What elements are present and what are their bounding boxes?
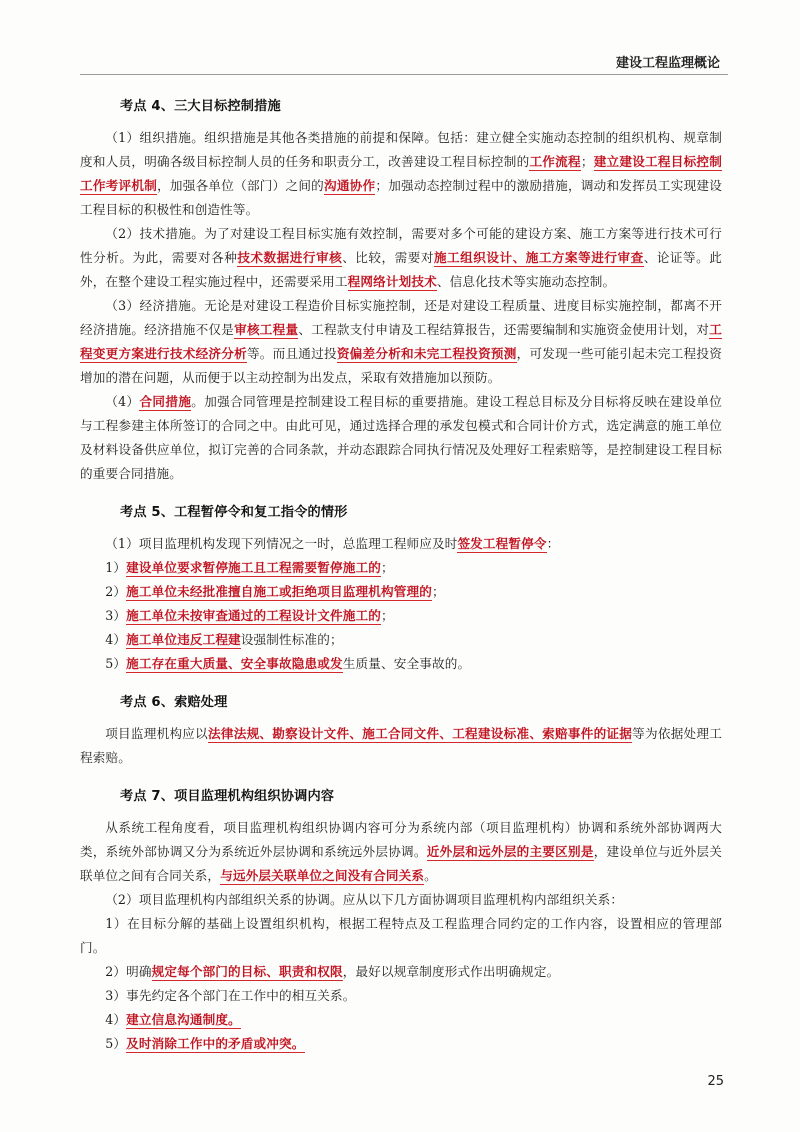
paragraph: 项目监理机构应以法律法规、勘察设计文件、施工合同文件、工程建设标准、索赔事件的证据等为依据处理工程索赔。 [80,726,722,765]
list-item: 1）在目标分解的基础上设置组织机构，根据工程特点及工程监理合同约定的工作内容，设置相应的管理部门。 [80,916,722,955]
highlight: 程网络计划技术 [347,274,437,289]
highlight: 签发工程暂停令 [457,536,547,551]
section-title: 考点 5、工程暂停令和复工指令的情形 [120,505,348,520]
section-title: 考点 7、项目监理机构组织协调内容 [120,789,335,804]
highlight: 施工单位未按审查通过的工程设计文件施工的 [126,608,381,623]
list-item: 4）建立信息沟通制度。 [105,1012,241,1027]
highlight: 工程变更方案进行技术经济分析 [80,322,723,361]
highlight: 近外层和远外层的主要区别是 [426,844,594,859]
page-body [80,94,722,1070]
header-rule [80,74,728,75]
list-item: 1）建设单位要求暂停施工且工程需要暂停施工的； [105,560,394,575]
paragraph: （3）经济措施。无论是对建设工程造价目标实施控制，还是对建设工程质量、进度目标实施控制，都离不开经济措施。经济措施不仅是审核工程量、工程款支付申请及工程结算报告，还需要编制和实施资金使用计划，对工程变更方案进行技术经济分析等。而且通过投资偏差分析和未完工程投资预测，可发现一些可能引起未完工程投资增加的潜在问题，从而便于以主动控制为出发点，采取有效措施加以预防。 [80,298,723,385]
running-header: 建设工程监理概论 [615,56,720,71]
list-item: 4）施工单位违反工程建设强制性标准的； [105,632,343,647]
section-kaodian-5 [80,500,722,676]
highlight: 工作流程 [529,154,581,169]
highlight: 施工单位违反工程建 [126,632,241,647]
list-item: 3）事先约定各个部门在工作中的相互关系。 [105,988,356,1003]
list-item: 2）明确规定每个部门的目标、职责和权限，最好以规章制度形式作出明确规定。 [105,964,560,979]
paragraph: 从系统工程角度看，项目监理机构组织协调内容可分为系统内部（项目监理机构）协调和系统外部协调两大类，系统外部协调又分为系统近外层协调和系统远外层协调。近外层和远外层的主要区别是，建设单位与近外层关联单位之间有合同关系，与远外层关联单位之间没有合同关系。 [80,820,723,883]
list-item: 2）施工单位未经批准擅自施工或拒绝项目监理机构管理的； [105,584,445,599]
highlight: 技术数据进行审核 [237,250,343,265]
highlight: 与远外层关联单位之间没有合同关系 [220,868,425,883]
section-kaodian-6 [80,690,722,770]
list-item: （1）项目监理机构发现下列情况之一时，总监理工程师应及时签发工程暂停令： [105,536,560,551]
section-title: 考点 4、三大目标控制措施 [120,99,281,114]
list-item: （2）项目监理机构内部组织关系的协调。应从以下几方面协调项目监理机构内部组织关系： [105,892,624,907]
highlight: 规定每个部门的目标、职责和权限 [151,964,343,979]
paragraph: （1）组织措施。组织措施是其他各类措施的前提和保障。包括：建立健全实施动态控制的组织机构、规章制度和人员，明确各级目标控制人员的任务和职责分工，改善建设工程目标控制的工作流程；建立建设工程目标控制工作考评机制，加强各单位（部门）之间的沟通协作；加强动态控制过程中的激励措施，调动和发挥员工实现建设工程目标的积极性和创造性等。 [80,130,723,217]
highlight: 及时消除工作中的矛盾或冲突。 [126,1036,305,1051]
list-item: 5）施工存在重大质量、安全事故隐患或发生质量、安全事故的。 [105,656,471,671]
highlight: 建立建设工程目标控制工作考评机制 [80,154,723,193]
highlight: 建设单位要求暂停施工且工程需要暂停施工的 [126,560,381,575]
highlight: 合同措施 [139,394,192,409]
highlight: 建立信息沟通制度。 [126,1012,241,1027]
highlight: 施工存在重大质量、安全事故隐患或发 [126,656,343,671]
highlight: 资偏差分析和未完工程投资预测 [336,346,517,361]
highlight: 施工单位未经批准擅自施工或拒绝项目监理机构管理的 [126,584,432,599]
paragraph: （2）技术措施。为了对建设工程目标实施有效控制，需要对多个可能的建设方案、施工方案等进行技术可行性分析。为此，需要对各种技术数据进行审核、比较，需要对施工组织设计、施工方案等进行审查、论证等。此外，在整个建设工程实施过程中，还需要采用工程网络计划技术、信息化技术等实施动态控制。 [80,226,722,289]
page-number: 25 [707,1074,724,1089]
highlight: 法律法规、勘察设计文件、施工合同文件、工程建设标准、索赔事件的证据 [208,726,633,741]
list-item: 5）及时消除工作中的矛盾或冲突。 [105,1036,305,1051]
section-title: 考点 6、索赔处理 [120,695,228,710]
section-kaodian-7 [80,784,722,1056]
highlight: 审核工程量 [234,322,299,337]
highlight: 施工组织设计、施工方案等进行审查 [433,250,644,265]
paragraph: （4）合同措施。加强合同管理是控制建设工程目标的重要措施。建设工程总目标及分目标将反映在建设单位与工程参建主体所签订的合同之中。由此可见，通过选择合理的承发包模式和合同计价方式，选定满意的施工单位及材料设备供应单位，拟订完善的合同条款，并动态跟踪合同执行情况及处理好工程索赔等，是控制建设工程目标的重要合同措施。 [80,394,723,481]
list-item: 3）施工单位未按审查通过的工程设计文件施工的； [105,608,394,623]
section-kaodian-4 [80,94,722,486]
highlight: 沟通协作 [324,178,376,193]
